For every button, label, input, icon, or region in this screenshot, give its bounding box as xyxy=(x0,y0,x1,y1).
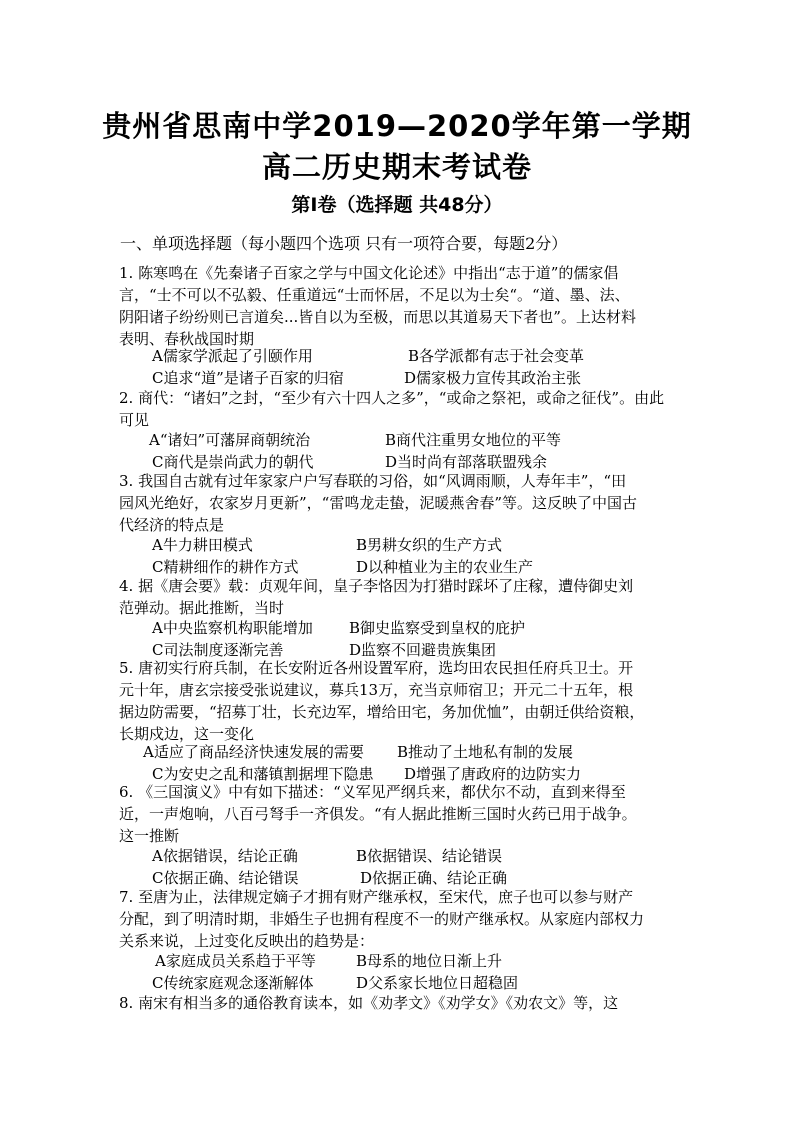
question-line: 1. 陈寒鸣在《先秦诸子百家之学与中国文化论述》中指出“志于道”的儒家倡 xyxy=(119,264,619,282)
option-c: C传统家庭观念逐渐解体 xyxy=(152,974,314,992)
instructions: 一、单项选择题（每小题四个选项 只有一项符合要，每题2分） xyxy=(120,234,568,253)
question-line: 7. 至唐为止，法律规定嫡子才拥有财产继承权，至宋代，庶子也可以参与财产 xyxy=(119,888,634,906)
option-d: D依据正确、结论正确 xyxy=(360,869,508,887)
question-line: 元十年，唐玄宗接受张说建议，募兵13万，充当京师宿卫；开元二十五年，根 xyxy=(119,681,634,699)
option-a: A中央监察机构职能增加 xyxy=(152,619,313,637)
question-4 xyxy=(119,575,679,619)
option-b: B男耕女织的生产方式 xyxy=(356,536,503,554)
question-line: 阴阳诸子纷纷则已言道矣...皆自以为至极，而思以其道易天下者也”。上达材料 xyxy=(119,308,636,326)
option-d: D监察不回避贵族集团 xyxy=(349,641,497,659)
question-line: 关系来说，上过变化反映出的趋势是： xyxy=(119,932,375,950)
option-b: B母系的地位日渐上升 xyxy=(356,952,503,970)
option-d: D增强了唐政府的边防实力 xyxy=(404,765,582,783)
question-line: 6. 《三国演义》中有如下描述：“义军见严纲兵来，都伏尔不动，直到来得至 xyxy=(119,783,626,801)
question-line: 代经济的特点是 xyxy=(119,516,225,534)
option-c: C精耕细作的耕作方式 xyxy=(152,558,299,576)
option-c: C司法制度逐渐完善 xyxy=(152,641,284,659)
question-line: 据边防需要，“招募丁壮，长充边军，增给田宅，务加优恤”，由朝迁供给资粮， xyxy=(119,703,645,721)
option-a: A儒家学派起了引颐作用 xyxy=(152,347,313,365)
question-line: 范弹动。据此推断，当时 xyxy=(119,599,285,617)
option-d: D当时尚有部落联盟残余 xyxy=(385,453,548,471)
question-line: 3. 我国自古就有过年家家户户写春联的习俗，如“风调雨顺，人寿年丰”，“田 xyxy=(119,472,627,490)
question-line: 表明、春秋战国时期 xyxy=(119,330,255,348)
question-line: 2. 商代：“诸妇”之封，“至少有六十四人之多”，“或命之祭祀，或命之征伐”。由此 xyxy=(119,389,665,407)
option-c: C为安史之乱和藩镇割据埋下隐患 xyxy=(152,765,374,783)
exam-title-line2: 高二历史期末考试卷 xyxy=(261,150,532,184)
question-2 xyxy=(119,387,679,431)
option-b: B商代注重男女地位的平等 xyxy=(385,431,562,449)
option-d: D儒家极力宣传其政治主张 xyxy=(404,369,582,387)
question-line: 长期戍边，这一变化 xyxy=(119,725,255,743)
question-line: 8. 南宋有相当多的通俗教育读本，如《劝孝文》《劝学女》《劝农文》等，这 xyxy=(119,994,619,1012)
option-a: A“诸妇”可藩屏商朝统治 xyxy=(149,431,311,449)
question-line: 分配，到了明清时期，非婚生子也拥有程度不一的财产继承权。从家庭内部权力 xyxy=(119,910,645,928)
question-1 xyxy=(119,262,679,350)
option-c: C依据正确、结论错误 xyxy=(152,869,299,887)
question-line: 言，“士不可以不弘毅、任重道远“士而怀居，不足以为士矣“。“道、墨、法、 xyxy=(119,286,630,304)
question-3 xyxy=(119,470,679,536)
question-8 xyxy=(119,992,679,1014)
question-line: 近，一声炮响，八百弓弩手一齐俱发。“有人据此推断三国时火药已用于战争。 xyxy=(119,805,637,823)
option-a: A牛力耕田模式 xyxy=(152,536,253,554)
question-line: 可见 xyxy=(119,411,150,429)
question-line: 园风光绝好，农家岁月更新”，“雷鸣龙走蛰，泥暖燕舍春”等。这反映了中国古 xyxy=(119,494,638,512)
question-line: 这一推断 xyxy=(119,827,180,845)
section-title: 第Ⅰ卷（选择题 共48分） xyxy=(291,194,503,216)
question-line: 5. 唐初实行府兵制，在长安附近各州设置军府，选均田农民担任府兵卫士。开 xyxy=(119,659,634,677)
option-d: D父系家长地位日超稳固 xyxy=(356,974,519,992)
option-d: D以种植业为主的农业生产 xyxy=(356,558,534,576)
question-7 xyxy=(119,886,679,952)
option-c: C追求“道”是诸子百家的归宿 xyxy=(152,369,344,387)
option-a: A家庭成员关系趋于平等 xyxy=(155,952,316,970)
option-b: B各学派都有志于社会变革 xyxy=(408,347,585,365)
option-b: B御史监察受到皇权的庇护 xyxy=(349,619,526,637)
question-6 xyxy=(119,781,679,847)
option-b: B依据错误、结论错误 xyxy=(356,847,503,865)
exam-title-line1: 贵州省思南中学2019—2020学年第一学期 xyxy=(102,109,692,143)
option-a: A适应了商品经济快速发展的需要 xyxy=(143,743,364,761)
option-c: C商代是崇尚武力的朝代 xyxy=(152,453,314,471)
option-b: B推动了土地私有制的发展 xyxy=(397,743,574,761)
option-a: A依据错误，结论正确 xyxy=(152,847,298,865)
question-line: 4. 据《唐会要》载：贞观年间，皇子李恪因为打猎时踩坏了庄稼，遭侍御史刘 xyxy=(119,577,634,595)
question-5 xyxy=(119,657,679,745)
